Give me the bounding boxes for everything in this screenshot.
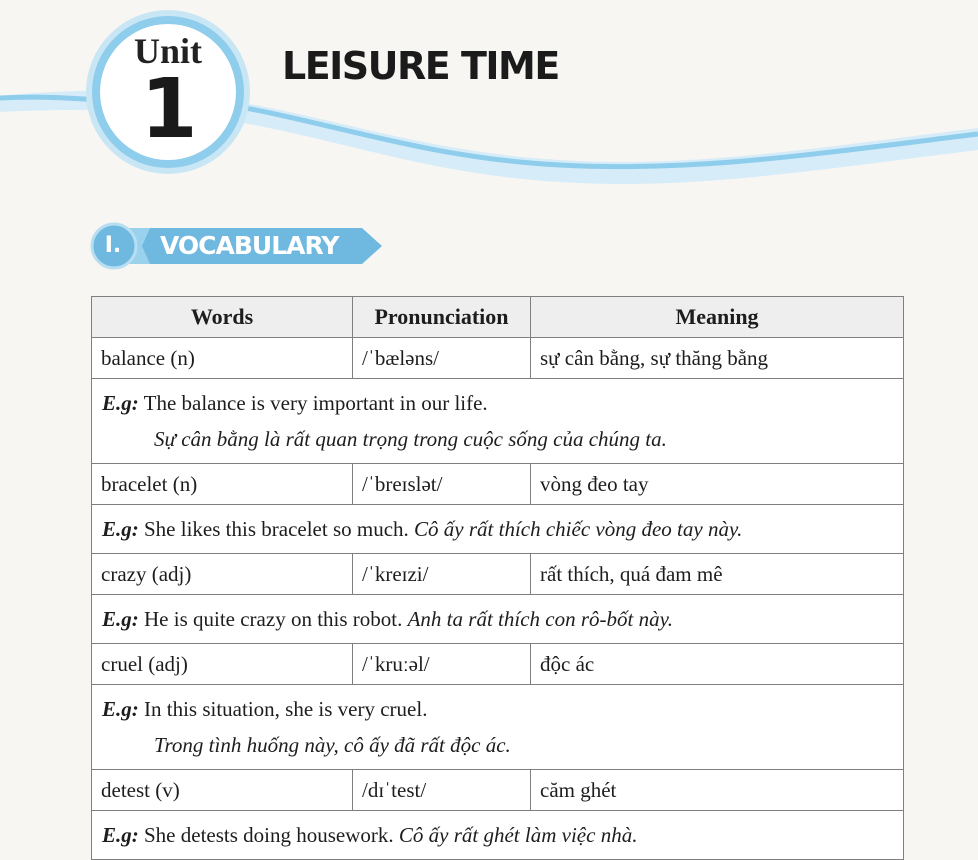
word-cell: cruel (adj) xyxy=(92,644,353,685)
example-cell xyxy=(92,595,904,644)
example-row xyxy=(92,595,904,644)
word-cell: balance (n) xyxy=(92,338,353,379)
word-cell: crazy (adj) xyxy=(92,554,353,595)
example-label: E.g: xyxy=(102,823,139,847)
example-vietnamese: Trong tình huống này, cô ấy đã rất độc ác. xyxy=(154,733,511,757)
header-pronunciation: Pronunciation xyxy=(353,297,531,338)
example-label: E.g: xyxy=(102,697,139,721)
example-english: The balance is very important in our life. xyxy=(143,391,488,415)
table-row xyxy=(92,464,904,505)
example-row xyxy=(92,811,904,860)
meaning-cell: vòng đeo tay xyxy=(531,464,904,505)
header-words: Words xyxy=(92,297,353,338)
example-vietnamese: Sự cân bằng là rất quan trọng trong cuộc sống của chúng ta. xyxy=(154,427,667,451)
example-english: He is quite crazy on this robot. xyxy=(144,607,403,631)
table-row xyxy=(92,338,904,379)
example-english: In this situation, she is very cruel. xyxy=(144,697,428,721)
unit-label: Unit xyxy=(133,31,202,71)
table-row xyxy=(92,770,904,811)
meaning-cell: độc ác xyxy=(531,644,904,685)
word-cell: bracelet (n) xyxy=(92,464,353,505)
example-english: She detests doing housework. xyxy=(144,823,394,847)
meaning-cell: sự cân bằng, sự thăng bằng xyxy=(531,338,904,379)
pronunciation-cell: /ˈbæləns/ xyxy=(353,338,531,379)
example-english: She likes this bracelet so much. xyxy=(144,517,409,541)
example-label: E.g: xyxy=(102,391,139,415)
header-wave-left xyxy=(0,97,100,100)
example-vietnamese: Anh ta rất thích con rô-bốt này. xyxy=(407,607,674,631)
example-vietnamese: Cô ấy rất ghét làm việc nhà. xyxy=(398,823,638,847)
section-number: I. xyxy=(104,233,122,258)
example-cell xyxy=(92,379,904,464)
meaning-cell: rất thích, quá đam mê xyxy=(531,554,904,595)
table-row xyxy=(92,644,904,685)
example-label: E.g: xyxy=(102,607,139,631)
example-row xyxy=(92,685,904,770)
example-label: E.g: xyxy=(102,517,139,541)
pronunciation-cell: /dɪˈtest/ xyxy=(353,770,531,811)
vocabulary-table xyxy=(91,296,904,860)
word-cell: detest (v) xyxy=(92,770,353,811)
pronunciation-cell: /ˈbreɪslət/ xyxy=(353,464,531,505)
example-row xyxy=(92,505,904,554)
pronunciation-cell: /ˈkreɪzi/ xyxy=(353,554,531,595)
meaning-cell: căm ghét xyxy=(531,770,904,811)
table-row xyxy=(92,554,904,595)
example-row xyxy=(92,379,904,464)
example-cell xyxy=(92,685,904,770)
section-title: VOCABULARY xyxy=(160,231,339,260)
example-cell xyxy=(92,811,904,860)
unit-title: LEISURE TIME xyxy=(282,44,559,88)
example-vietnamese: Cô ấy rất thích chiếc vòng đeo tay này. xyxy=(414,517,743,541)
header-meaning: Meaning xyxy=(531,297,904,338)
unit-number: 1 xyxy=(140,62,196,157)
table-header-row xyxy=(92,297,904,338)
example-cell xyxy=(92,505,904,554)
pronunciation-cell: /ˈkruːəl/ xyxy=(353,644,531,685)
